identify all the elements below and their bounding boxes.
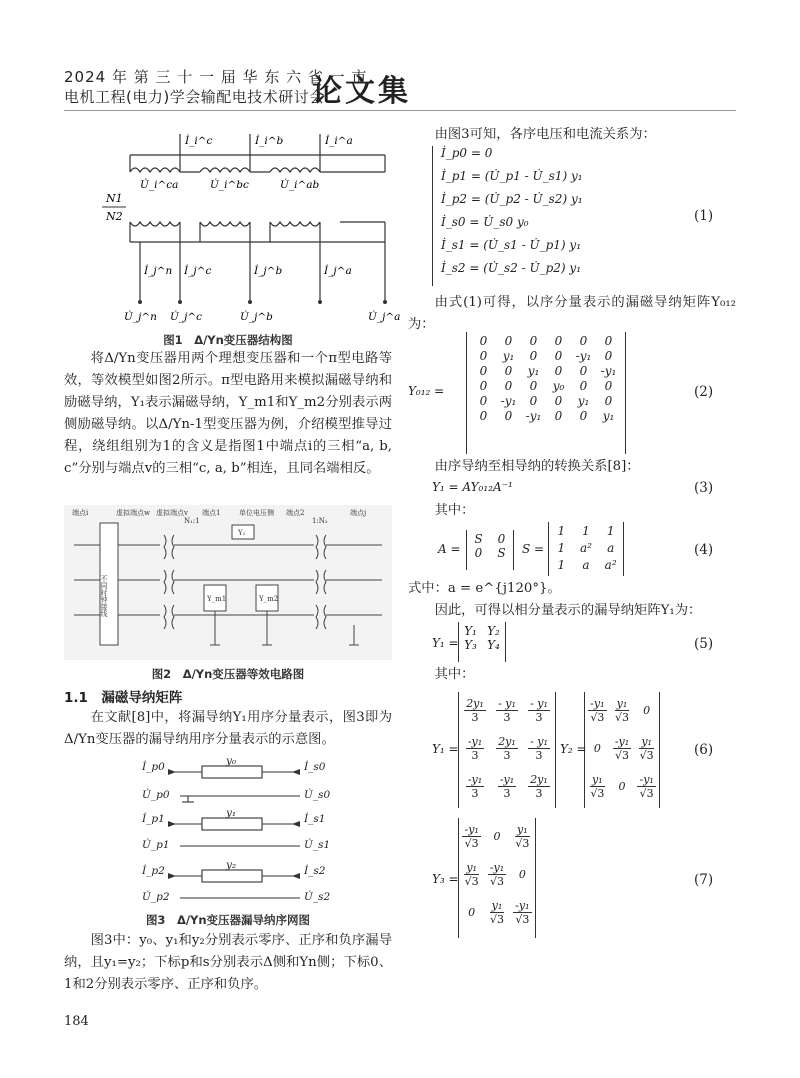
eq2-matrix xyxy=(466,332,626,454)
fig3-is: İ_s0 xyxy=(304,761,326,773)
eq6-Y2-cell xyxy=(634,692,659,728)
eq4-A-cell: S xyxy=(474,532,483,546)
eq2-cell: 0 xyxy=(479,364,488,378)
eq6-Y2-matrix xyxy=(584,692,660,808)
fig2-ym1-label: Y_m1 xyxy=(207,595,227,603)
eq5-cell: Y₂ xyxy=(487,624,500,638)
eq5-number: (5) xyxy=(694,636,714,652)
equation-1-brace xyxy=(432,146,633,286)
eq2-cell: y₀ xyxy=(552,379,565,393)
eq6-Y2-cell xyxy=(610,692,635,728)
eq2-cell: y₁ xyxy=(527,364,540,378)
eq7-Y3-cell-numerator: -y₁ xyxy=(489,860,505,874)
eq6-Y2-cell-numerator: 0 xyxy=(593,741,601,755)
eq6-Y1-cell xyxy=(459,768,491,804)
eq6-Y2-cell xyxy=(585,730,610,766)
fig1-top-voltage: U̇_i^ca xyxy=(140,179,179,191)
eq4-S-lhs: S = xyxy=(522,542,545,556)
eq2-cell: 0 xyxy=(579,334,588,348)
right-text-3: 由序导纳至相导纳的转换关系[8]： xyxy=(434,459,640,474)
eq2-cell: 0 xyxy=(479,394,488,408)
eq4-A-lhs: A = xyxy=(438,542,461,556)
eq7-Y3-cell-denominator: √3 xyxy=(515,912,530,926)
eq6-Y2-cell-numerator: -y₁ xyxy=(639,772,654,786)
right-text-6: 因此，可得以相分量表示的漏导纳矩阵Y₁为： xyxy=(434,603,702,618)
eq6-Y1-cell xyxy=(523,692,555,728)
eq7-Y3-cell xyxy=(484,894,509,930)
eq6-Y1-cell-denominator: 3 xyxy=(471,748,479,762)
eq6-lhs-2: Y₂ = xyxy=(560,742,587,756)
eq6-Y1-cell xyxy=(523,730,555,766)
eq7-Y3-cell-denominator: √3 xyxy=(489,912,504,926)
fig1-top-current: İ_i^c xyxy=(185,135,213,147)
fig3-ip: İ_p0 xyxy=(142,761,165,773)
eq4-S-cell: a xyxy=(582,558,590,572)
fig3-us: U̇_s0 xyxy=(304,789,331,801)
eq2-cell: 0 xyxy=(554,409,563,423)
eq2-cell: 0 xyxy=(504,364,513,378)
eq7-Y3-cell-numerator: 0 xyxy=(468,905,476,919)
eq2-cell: 0 xyxy=(554,349,563,363)
fig1-ratio-den: N2 xyxy=(106,210,123,223)
fig2-label: 虚拟端点w xyxy=(116,509,150,517)
eq6-Y2-cell-denominator: √3 xyxy=(639,786,654,800)
eq2-cell: 0 xyxy=(604,334,613,348)
eq2-cell: 0 xyxy=(529,349,538,363)
fig1-bottom-voltage: U̇_j^a xyxy=(368,311,401,323)
eq7-Y3-cell-numerator: y₁ xyxy=(491,898,503,912)
eq2-cell: -y₁ xyxy=(575,349,592,363)
eq2-cell: -y₁ xyxy=(500,394,517,408)
eq6-Y2-cell-denominator: √3 xyxy=(614,710,629,724)
eq6-Y1-cell xyxy=(491,692,523,728)
fig2-label: 单位电压侧 xyxy=(239,509,274,517)
eq2-cell: y₁ xyxy=(602,409,615,423)
eq1-line: İ_p1 = (U̇_p1 - U̇_s1) y₁ xyxy=(441,169,583,183)
fig1-top-current: İ_i^a xyxy=(325,135,353,147)
eq6-Y1-cell-numerator: 2y₁ xyxy=(530,772,548,786)
eq2-cell: y₁ xyxy=(577,394,590,408)
right-text-4: 其中： xyxy=(434,503,475,518)
eq2-cell: 0 xyxy=(554,364,563,378)
eq3-number: (3) xyxy=(694,480,714,496)
eq6-Y1-cell xyxy=(491,768,523,804)
eq1-line: İ_p0 = 0 xyxy=(441,146,493,160)
eq2-cell: 0 xyxy=(504,379,513,393)
eq6-Y1-cell-numerator: - y₁ xyxy=(530,734,548,748)
eq7-Y3-cell-denominator: √3 xyxy=(464,874,479,888)
eq1-number: (1) xyxy=(694,208,714,224)
fig3-ip: İ_p1 xyxy=(142,813,165,825)
eq2-cell: 0 xyxy=(479,379,488,393)
eq7-Y3-cell xyxy=(510,818,535,854)
eq6-Y1-cell-denominator: 3 xyxy=(535,710,543,724)
eq2-cell: 0 xyxy=(504,409,513,423)
eq4-A-cell: 0 xyxy=(474,546,483,560)
eq4-S-cell: a² xyxy=(580,541,592,555)
fig3-up: U̇_p0 xyxy=(142,789,170,801)
eq7-Y3-cell xyxy=(459,856,484,892)
eq6-lhs-1: Y₁ = xyxy=(432,742,459,756)
fig2-ym2-label: Y_m2 xyxy=(259,595,279,603)
eq4-S-cell: 1 xyxy=(582,524,590,538)
fig2-caption: 图2 Δ/Yn变压器等效电路图 xyxy=(151,667,305,681)
fig2-label: 端点2 xyxy=(286,509,305,517)
eq5-lhs: Y₁ = xyxy=(432,636,459,650)
eq6-Y1-cell-numerator: -y₁ xyxy=(467,734,483,748)
eq2-cell: 0 xyxy=(579,379,588,393)
eq7-Y3-cell xyxy=(459,894,484,930)
eq6-Y2-cell xyxy=(610,730,635,766)
eq2-cell: 0 xyxy=(504,334,513,348)
eq4-S-cell: 1 xyxy=(557,524,566,538)
eq7-Y3-cell-denominator: √3 xyxy=(489,874,504,888)
eq6-Y1-cell-denominator: 3 xyxy=(503,786,511,800)
figure-2 xyxy=(64,505,392,660)
eq7-Y3-cell xyxy=(510,856,535,892)
right-text-2: 由式(1)可得，以序分量表示的漏磁导纳矩阵Y₀₁₂为： xyxy=(408,295,736,332)
eq2-cell: 0 xyxy=(554,334,563,348)
eq2-cell: 0 xyxy=(479,334,488,348)
fig3-y: y₁ xyxy=(226,807,237,819)
fig2-label: 端点i xyxy=(72,509,89,517)
eq7-Y3-cell-numerator: y₁ xyxy=(517,822,528,836)
eq2-cell: 0 xyxy=(479,409,488,423)
eq6-Y2-cell xyxy=(634,730,659,766)
eq2-cell: -y₁ xyxy=(600,364,617,378)
eq6-Y1-cell xyxy=(459,730,491,766)
eq2-cell: 0 xyxy=(604,379,613,393)
eq6-Y2-cell xyxy=(610,768,635,804)
eq7-Y3-cell-numerator: y₁ xyxy=(466,860,477,874)
eq6-Y1-cell-numerator: -y₁ xyxy=(499,772,515,786)
eq2-cell: 0 xyxy=(604,394,613,408)
eq4-S-cell: a xyxy=(607,541,615,555)
eq2-cell: 0 xyxy=(579,364,588,378)
fig3-up: U̇_p1 xyxy=(142,839,170,851)
eq4-A-cell: S xyxy=(497,546,506,560)
eq4-S-matrix xyxy=(548,522,624,576)
eq7-Y3-cell-denominator: √3 xyxy=(464,836,479,850)
right-text-5: 式中：a = e^{j120°}。 xyxy=(408,581,561,596)
eq1-line: İ_s2 = (U̇_s2 - U̇_p2) y₁ xyxy=(441,261,582,275)
eq7-number: (7) xyxy=(694,872,714,888)
eq6-Y2-cell-denominator: √3 xyxy=(639,748,654,762)
eq6-Y1-cell-denominator: 3 xyxy=(535,786,543,800)
eq6-Y2-cell-numerator: 0 xyxy=(643,703,651,717)
eq6-Y1-cell xyxy=(491,730,523,766)
header-title: 论文集 xyxy=(312,74,411,109)
fig2-label: 1:N₂ xyxy=(312,517,328,525)
eq6-Y1-cell-numerator: -y₁ xyxy=(467,772,483,786)
eq6-Y1-cell-numerator: - y₁ xyxy=(530,696,548,710)
fig1-bottom-current: İ_j^b xyxy=(254,265,283,277)
fig3-y: y₂ xyxy=(226,859,237,871)
eq7-Y3-matrix xyxy=(458,818,536,938)
fig3-is: İ_s1 xyxy=(304,813,326,825)
eq7-Y3-cell-numerator: -y₁ xyxy=(464,822,479,836)
eq3: Y₁ = AY₀₁₂A⁻¹ xyxy=(432,480,513,494)
fig1-bottom-current: İ_j^c xyxy=(184,265,212,277)
eq6-number: (6) xyxy=(694,742,714,758)
fig2-label: N₁:1 xyxy=(184,517,200,525)
eq2-cell: 0 xyxy=(529,394,538,408)
eq6-Y1-cell-numerator: 2y₁ xyxy=(498,734,516,748)
fig3-y: y₀ xyxy=(226,755,237,767)
eq6-Y2-cell xyxy=(585,692,610,728)
eq6-Y1-cell-numerator: 2y₁ xyxy=(466,696,484,710)
fig3-up: U̇_p2 xyxy=(142,891,170,903)
fig2-y1-label: Y₁ xyxy=(238,529,246,537)
eq2-lhs: Y₀₁₂ = xyxy=(408,384,445,398)
fig3-caption: 图3 Δ/Yn变压器漏导纳序网图 xyxy=(145,913,311,927)
eq6-Y2-cell-denominator: √3 xyxy=(590,710,605,724)
eq7-Y3-cell-numerator: 0 xyxy=(518,867,526,881)
eq4-S-cell: 1 xyxy=(606,524,615,538)
header-line-2: 电机工程(电力)学会输配电技术研讨会 xyxy=(64,88,325,106)
eq6-Y2-cell-numerator: y₁ xyxy=(616,696,628,710)
fig1-top-voltage: U̇_i^bc xyxy=(210,179,249,191)
eq6-Y1-cell-denominator: 3 xyxy=(535,748,543,762)
eq6-Y2-cell-numerator: y₁ xyxy=(641,734,652,748)
figure-3 xyxy=(140,755,340,908)
fig1-top-current: İ_i^b xyxy=(255,135,284,147)
eq1-line: İ_p2 = (U̇_p2 - U̇_s2) y₁ xyxy=(441,192,583,206)
eq6-Y2-cell xyxy=(585,768,610,804)
eq6-Y2-cell-denominator: √3 xyxy=(614,748,629,762)
eq4-A-cell: 0 xyxy=(497,532,506,546)
eq6-Y2-cell xyxy=(634,768,659,804)
fig1-ratio-num: N1 xyxy=(106,192,123,205)
fig2-switch-label: 不同时钟接线 xyxy=(100,575,108,617)
eq2-cell: 0 xyxy=(479,349,488,363)
eq7-Y3-cell-numerator: 0 xyxy=(493,829,501,843)
eq7-Y3-cell xyxy=(484,856,509,892)
eq2-number: (2) xyxy=(694,384,714,400)
eq2-cell: 0 xyxy=(529,379,538,393)
eq1-line: İ_s1 = (U̇_s1 - U̇_p1) y₁ xyxy=(441,238,582,252)
fig1-caption: 图1 Δ/Yn变压器结构图 xyxy=(163,333,293,347)
eq4-number: (4) xyxy=(694,542,714,558)
fig1-bottom-current: İ_j^n xyxy=(144,265,173,277)
fig1-bottom-voltage: U̇_j^n xyxy=(124,311,157,323)
fig3-us: U̇_s1 xyxy=(304,839,331,851)
left-paragraph-1: 将Δ/Yn变压器用两个理想变压器和一个π型电路等效，等效模型如图2所示。π型电路用来模拟漏磁导纳和励磁导纳，Y₁表示漏磁导纳，Y_m1和Y_m2分别表示两侧励磁导纳。以Δ/Yn-1型变压器为例，介绍模型推导过程，绕组组别为1的含义是指图1中端点i的三相“a, b, c”分别与端点v的三相“c, a, b”相连，且同名端相反。 xyxy=(64,351,392,476)
eq2-cell: y₁ xyxy=(502,349,515,363)
eq4-A-matrix xyxy=(466,530,514,570)
fig3-us: U̇_s2 xyxy=(304,891,331,903)
fig2-label: 虚拟端点v xyxy=(156,509,188,517)
eq4-S-cell: a² xyxy=(604,558,617,572)
right-intro: 由图3可知，各序电压和电流关系为： xyxy=(434,127,656,142)
eq2-cell: 0 xyxy=(554,394,563,408)
eq7-Y3-cell xyxy=(484,818,509,854)
eq6-Y1-cell-denominator: 3 xyxy=(471,786,479,800)
eq6-Y1-matrix xyxy=(458,692,556,808)
eq2-cell: 0 xyxy=(604,349,613,363)
eq6-Y2-cell-denominator: √3 xyxy=(590,786,605,800)
fig3-is: İ_s2 xyxy=(304,865,326,877)
eq6-Y1-cell-denominator: 3 xyxy=(503,748,511,762)
left-paragraph-3: 图3中：y₀、y₁和y₂分别表示零序、正序和负序漏导纳，且y₁=y₂；下标p和s分别表示Δ侧和Yn侧；下标0、1和2分别表示零序、正序和负序。 xyxy=(64,933,392,992)
eq6-Y2-cell-numerator: 0 xyxy=(618,779,626,793)
eq4-S-cell: 1 xyxy=(557,541,566,555)
eq4-S-cell: 1 xyxy=(557,558,566,572)
eq6-Y2-cell-numerator: y₁ xyxy=(592,772,603,786)
eq5-matrix xyxy=(458,622,506,662)
fig1-bottom-voltage: U̇_j^b xyxy=(240,311,273,323)
eq7-lhs: Y₃ = xyxy=(432,872,459,886)
eq1-line: İ_s0 = U̇_s0 y₀ xyxy=(441,215,529,229)
eq2-cell: 0 xyxy=(579,409,588,423)
fig2-label: 端点1 xyxy=(202,509,221,517)
eq6-Y1-cell xyxy=(523,768,555,804)
eq7-Y3-cell-numerator: -y₁ xyxy=(515,898,530,912)
section-heading: 1.1 漏磁导纳矩阵 xyxy=(64,690,183,706)
eq7-Y3-cell xyxy=(459,818,484,854)
header-rule xyxy=(64,110,736,111)
eq5-cell: Y₃ xyxy=(464,638,477,652)
eq6-Y1-cell-denominator: 3 xyxy=(503,710,511,724)
fig1-bottom-voltage: U̇_j^c xyxy=(170,311,203,323)
eq6-Y1-cell xyxy=(459,692,491,728)
right-text-7: 其中： xyxy=(434,667,475,682)
fig1-bottom-current: İ_j^a xyxy=(324,265,352,277)
fig3-ip: İ_p2 xyxy=(142,865,165,877)
eq5-cell: Y₄ xyxy=(487,638,500,652)
eq6-Y1-cell-numerator: - y₁ xyxy=(498,696,516,710)
eq7-Y3-cell-denominator: √3 xyxy=(515,836,530,850)
fig1-top-voltage: U̇_i^ab xyxy=(280,179,320,191)
eq5-cell: Y₁ xyxy=(464,624,477,638)
left-paragraph-2: 在文献[8]中，将漏导纳Y₁用序分量表示，图3即为Δ/Yn变压器的漏导纳用序分量表示的示意图。 xyxy=(64,710,392,747)
eq7-Y3-cell xyxy=(510,894,535,930)
eq6-Y2-cell-numerator: -y₁ xyxy=(590,696,605,710)
eq6-Y1-cell-denominator: 3 xyxy=(471,710,479,724)
eq2-cell: -y₁ xyxy=(525,409,542,423)
header-line-1: 2024 年 第 三 十 一 届 华 东 六 省 一 市 xyxy=(64,68,368,86)
fig2-label: 端点j xyxy=(350,509,367,517)
figure-1 xyxy=(100,122,401,328)
page-number: 184 xyxy=(64,1014,89,1029)
eq6-Y2-cell-numerator: -y₁ xyxy=(614,734,630,748)
eq2-cell: 0 xyxy=(529,334,538,348)
